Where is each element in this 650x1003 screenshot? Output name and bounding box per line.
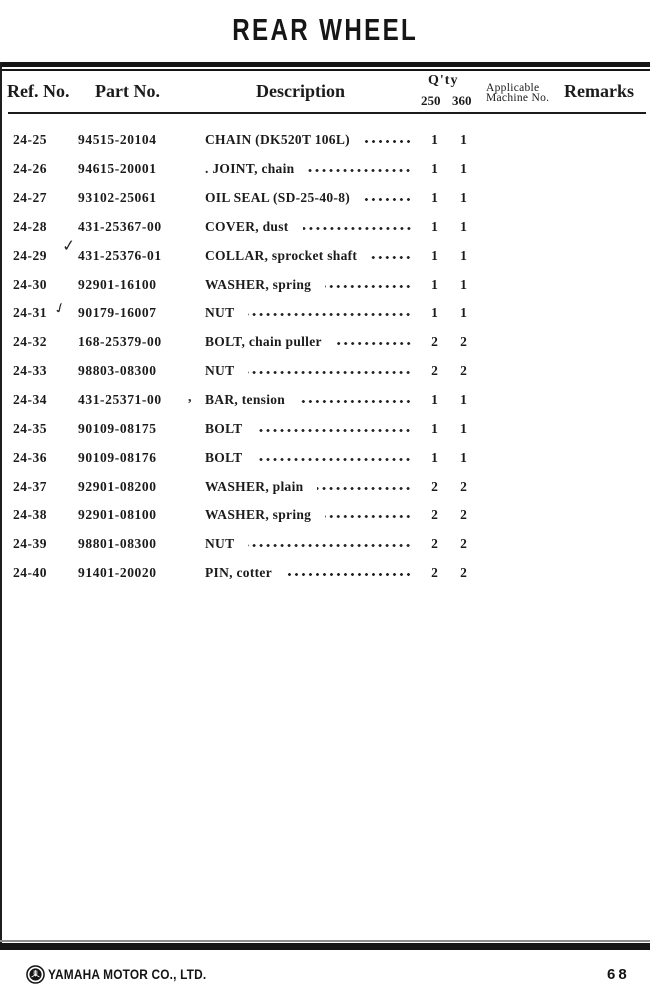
qty-360-cell: 2 (460, 478, 467, 494)
dot-leader (248, 313, 412, 316)
ref-no-cell: 24-34 (13, 392, 47, 408)
table-row (0, 386, 650, 415)
table-row (0, 559, 650, 588)
table-row (0, 443, 650, 472)
qty-360-cell: 1 (460, 132, 467, 148)
part-no-cell: 93102-25061 (78, 190, 157, 206)
handwritten-checkmark-24-29: ✓ (61, 235, 77, 256)
table-top-rule-thin (0, 69, 650, 71)
dot-leader (364, 140, 412, 143)
page-title: REAR WHEEL (232, 12, 418, 47)
dot-leader (248, 371, 412, 374)
qty-250-cell: 2 (431, 363, 438, 379)
part-no-cell: 90179-16007 (78, 305, 157, 321)
part-no-cell: 98803-08300 (78, 363, 157, 379)
stray-print-mark-24-34: , (188, 390, 192, 405)
part-no-cell: 92901-16100 (78, 276, 157, 292)
description-cell (205, 277, 420, 293)
dot-leader (336, 342, 412, 345)
table-row (0, 184, 650, 213)
qty-250-cell: 1 (431, 132, 438, 148)
table-row (0, 299, 650, 328)
qty-250-cell: 1 (431, 449, 438, 465)
dot-leader (299, 400, 412, 403)
description-cell (205, 450, 420, 466)
part-no-cell: 90109-08175 (78, 420, 157, 436)
description-text: COVER, dust (205, 218, 289, 234)
footer-company-name: YAMAHA MOTOR CO., LTD. (48, 967, 207, 982)
ref-no-cell: 24-27 (13, 190, 47, 206)
qty-250-cell: 1 (431, 247, 438, 263)
description-cell (205, 190, 420, 206)
dot-leader (325, 285, 412, 288)
table-top-rule-thick (0, 62, 650, 67)
table-bottom-rule-thick (0, 943, 650, 950)
table-row (0, 213, 650, 242)
qty-250-cell: 1 (431, 276, 438, 292)
ref-no-cell: 24-40 (13, 565, 47, 581)
qty-360-cell: 2 (460, 565, 467, 581)
qty-360-cell: 1 (460, 276, 467, 292)
part-no-cell: 92901-08200 (78, 478, 157, 494)
qty-360-cell: 1 (460, 305, 467, 321)
handwritten-checkmark-24-31: ✓ (50, 298, 70, 318)
qty-250-cell: 1 (431, 190, 438, 206)
description-cell (205, 219, 420, 235)
ref-no-cell: 24-31 (13, 305, 47, 321)
description-text: BAR, tension (205, 392, 286, 408)
ref-no-cell: 24-30 (13, 276, 47, 292)
description-text: NUT (205, 536, 235, 552)
dot-leader (286, 573, 412, 576)
dot-leader (248, 544, 412, 547)
dot-leader (325, 515, 412, 518)
table-row (0, 501, 650, 530)
qty-360-cell: 2 (460, 363, 467, 379)
table-row (0, 328, 650, 357)
column-header-qty-250: 250 (421, 93, 441, 108)
table-row (0, 530, 650, 559)
column-header-remarks: Remarks (564, 81, 634, 101)
description-text: WASHER, spring (205, 276, 312, 292)
table-row (0, 241, 650, 270)
qty-360-cell: 2 (460, 536, 467, 552)
description-cell (205, 565, 420, 581)
description-text: BOLT (205, 449, 243, 465)
description-cell (205, 305, 420, 321)
qty-250-cell: 1 (431, 218, 438, 234)
description-text: BOLT (205, 420, 243, 436)
part-no-cell: 94615-20001 (78, 161, 157, 177)
column-header-part-no: Part No. (95, 81, 160, 101)
description-cell (205, 363, 420, 379)
description-cell (205, 479, 420, 495)
qty-250-cell: 1 (431, 392, 438, 408)
qty-360-cell: 1 (460, 161, 467, 177)
table-row (0, 414, 650, 443)
ref-no-cell: 24-29 (13, 247, 47, 263)
column-header-qty: Q'ty (428, 73, 459, 88)
ref-no-cell: 24-35 (13, 420, 47, 436)
table-row (0, 472, 650, 501)
dot-leader (371, 256, 412, 259)
description-cell (205, 507, 420, 523)
description-text: . JOINT, chain (205, 161, 295, 177)
qty-360-cell: 1 (460, 218, 467, 234)
qty-250-cell: 2 (431, 507, 438, 523)
qty-250-cell: 2 (431, 536, 438, 552)
qty-360-cell: 2 (460, 334, 467, 350)
description-cell (205, 334, 420, 350)
footer-brand (26, 965, 228, 984)
qty-360-cell: 1 (460, 247, 467, 263)
column-header-ref-no: Ref. No. (7, 81, 70, 101)
ref-no-cell: 24-25 (13, 132, 47, 148)
ref-no-cell: 24-28 (13, 218, 47, 234)
ref-no-cell: 24-39 (13, 536, 47, 552)
table-row (0, 270, 650, 299)
qty-250-cell: 1 (431, 420, 438, 436)
table-row (0, 155, 650, 184)
ref-no-cell: 24-26 (13, 161, 47, 177)
qty-250-cell: 1 (431, 161, 438, 177)
part-no-cell: 91401-20020 (78, 565, 157, 581)
ref-no-cell: 24-37 (13, 478, 47, 494)
description-cell (205, 421, 420, 437)
description-text: NUT (205, 305, 235, 321)
description-cell (205, 132, 420, 148)
part-no-cell: 92901-08100 (78, 507, 157, 523)
qty-360-cell: 1 (460, 449, 467, 465)
page-number: 68 (607, 966, 630, 983)
description-text: BOLT, chain puller (205, 334, 322, 350)
ref-no-cell: 24-36 (13, 449, 47, 465)
description-text: CHAIN (DK520T 106L) (205, 132, 350, 148)
part-no-cell: 168-25379-00 (78, 334, 162, 350)
qty-360-cell: 1 (460, 392, 467, 408)
description-text: WASHER, spring (205, 507, 312, 523)
column-header-machine-no: Machine No. (486, 92, 550, 104)
description-text: PIN, cotter (205, 565, 273, 581)
dot-leader (308, 169, 412, 172)
qty-360-cell: 1 (460, 420, 467, 436)
description-text: COLLAR, sprocket shaft (205, 247, 358, 263)
yamaha-tuning-fork-logo-icon (26, 965, 45, 984)
part-no-cell: 431-25376-01 (78, 247, 162, 263)
description-cell (205, 536, 420, 552)
ref-no-cell: 24-38 (13, 507, 47, 523)
dot-leader (303, 227, 412, 230)
table-row (0, 126, 650, 155)
dot-leader (256, 458, 412, 461)
description-text: OIL SEAL (SD-25-40-8) (205, 190, 351, 206)
qty-250-cell: 2 (431, 478, 438, 494)
part-no-cell: 431-25371-00 (78, 392, 162, 408)
description-cell (205, 248, 420, 264)
qty-360-cell: 2 (460, 507, 467, 523)
part-no-cell: 431-25367-00 (78, 218, 162, 234)
description-text: NUT (205, 363, 235, 379)
description-cell (205, 392, 420, 408)
part-no-cell: 98801-08300 (78, 536, 157, 552)
description-text: WASHER, plain (205, 478, 304, 494)
dot-leader (256, 429, 412, 432)
dot-leader (364, 198, 412, 201)
qty-250-cell: 2 (431, 334, 438, 350)
column-header-description: Description (256, 81, 345, 101)
qty-250-cell: 1 (431, 305, 438, 321)
table-bottom-rule-thin (0, 940, 650, 942)
description-cell (205, 161, 420, 177)
column-header-applicable: Applicable (486, 82, 540, 94)
dot-leader (317, 487, 412, 490)
column-header-qty-360: 360 (452, 93, 472, 108)
parts-table-rows (0, 126, 650, 588)
part-no-cell: 90109-08176 (78, 449, 157, 465)
header-underline-rule (8, 112, 646, 114)
qty-360-cell: 1 (460, 190, 467, 206)
ref-no-cell: 24-33 (13, 363, 47, 379)
part-no-cell: 94515-20104 (78, 132, 157, 148)
ref-no-cell: 24-32 (13, 334, 47, 350)
table-row (0, 357, 650, 386)
page-title-wrap (0, 12, 650, 48)
qty-250-cell: 2 (431, 565, 438, 581)
